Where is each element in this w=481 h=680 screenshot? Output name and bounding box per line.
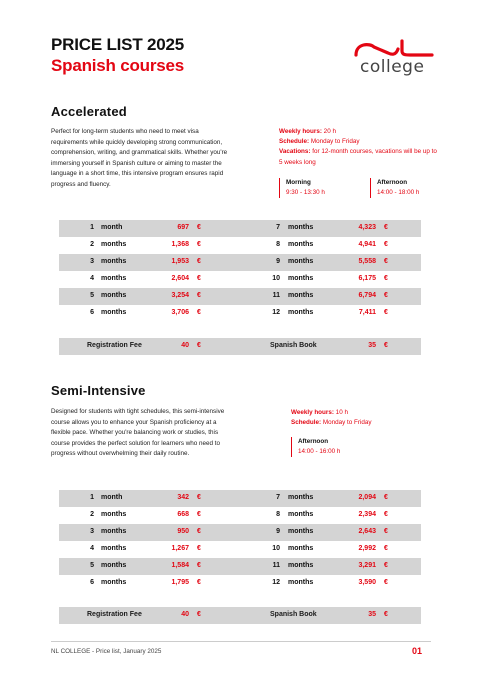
row-months-count: 2 bbox=[90, 511, 94, 518]
registration-fee-currency: € bbox=[197, 342, 201, 349]
row-months-count: 4 bbox=[90, 545, 94, 552]
row-months-unit: months bbox=[288, 292, 314, 299]
row-currency: € bbox=[384, 562, 388, 569]
row-currency: € bbox=[197, 511, 201, 518]
row-months-count: 12 bbox=[272, 579, 280, 586]
row-currency: € bbox=[384, 224, 388, 231]
semi-intensive-description: Designed for students with tight schedules, this semi-intensive course allows you to enhance your Spanish proficiency at a flexible pace. Whether you're balancing work or studies, this course provides the perfect solution for learners who need to progress without overwhelming their daily routine. bbox=[51, 408, 225, 458]
semi-spanish-book-price: 35 bbox=[368, 611, 376, 618]
row-currency: € bbox=[384, 241, 388, 248]
row-currency: € bbox=[197, 545, 201, 552]
semi-weekly-hours-value: 10 h bbox=[333, 409, 348, 416]
row-currency: € bbox=[384, 275, 388, 282]
row-currency: € bbox=[197, 528, 201, 535]
price-row bbox=[59, 271, 421, 288]
row-price: 3,254 bbox=[171, 292, 189, 299]
logo-wordmark: college bbox=[360, 57, 425, 77]
row-price: 7,411 bbox=[358, 309, 376, 316]
page-subtitle: Spanish courses bbox=[51, 56, 185, 75]
nl-logo-mark-icon bbox=[352, 37, 434, 59]
row-months-count: 8 bbox=[276, 241, 280, 248]
row-months-unit: months bbox=[101, 528, 127, 535]
row-months-count: 10 bbox=[272, 275, 280, 282]
spanish-book-price: 35 bbox=[368, 342, 376, 349]
semi-schedule-label: Schedule: bbox=[291, 419, 322, 427]
afternoon-time: 14:00 - 18:00 h bbox=[377, 189, 420, 196]
accelerated-info bbox=[279, 127, 439, 168]
row-months-unit: months bbox=[288, 224, 314, 231]
row-months-unit: months bbox=[288, 309, 314, 316]
afternoon-label: Afternoon bbox=[377, 179, 408, 186]
row-months-count: 2 bbox=[90, 241, 94, 248]
nl-college-logo bbox=[352, 37, 434, 77]
row-months-unit: months bbox=[288, 241, 314, 248]
row-price: 6,794 bbox=[358, 292, 376, 299]
footer-divider bbox=[51, 641, 431, 642]
row-months-unit: months bbox=[101, 579, 127, 586]
row-currency: € bbox=[197, 494, 201, 501]
semi-afternoon-time: 14:00 - 16:00 h bbox=[298, 448, 341, 455]
row-price: 668 bbox=[177, 511, 189, 518]
row-price: 1,584 bbox=[171, 562, 189, 569]
row-months-count: 3 bbox=[90, 528, 94, 535]
row-currency: € bbox=[197, 579, 201, 586]
row-months-count: 1 bbox=[90, 224, 94, 231]
spanish-book-currency: € bbox=[384, 342, 388, 349]
registration-fee-label: Registration Fee bbox=[87, 342, 142, 349]
row-price: 2,394 bbox=[358, 511, 376, 518]
semi-spanish-book-currency: € bbox=[384, 611, 388, 618]
schedule-value: Monday to Friday bbox=[309, 138, 360, 146]
vacations-label: Vacations: bbox=[279, 148, 311, 156]
row-months-count: 11 bbox=[272, 562, 280, 569]
accelerated-title: Accelerated bbox=[51, 104, 127, 119]
row-price: 2,643 bbox=[358, 528, 376, 535]
row-months-unit: months bbox=[101, 562, 127, 569]
semi-afternoon-label: Afternoon bbox=[298, 438, 329, 445]
row-currency: € bbox=[384, 528, 388, 535]
footer-text: NL COLLEGE - Price list, January 2025 bbox=[51, 648, 162, 655]
row-price: 6,175 bbox=[358, 275, 376, 282]
row-months-unit: months bbox=[288, 579, 314, 586]
row-currency: € bbox=[384, 579, 388, 586]
row-months-count: 7 bbox=[276, 224, 280, 231]
row-months-count: 9 bbox=[276, 528, 280, 535]
row-price: 3,590 bbox=[358, 579, 376, 586]
price-row bbox=[59, 524, 421, 541]
row-months-unit: months bbox=[101, 241, 127, 248]
accelerated-description: Perfect for long-term students who need to meet visa requirements while quickly developing strong communication, comprehension, writing, and grammatical skills. Whether you're immersing yourself in Spanish culture or aiming to master the language in a short time, this intensive program ensures rapid progress and fluency. bbox=[51, 128, 228, 188]
row-price: 4,323 bbox=[358, 224, 376, 231]
semi-registration-fee-currency: € bbox=[197, 611, 201, 618]
row-price: 950 bbox=[177, 528, 189, 535]
semi-schedule-value: Monday to Friday bbox=[321, 419, 372, 427]
morning-time: 9:30 - 13:30 h bbox=[286, 189, 325, 196]
weekly-hours-label: Weekly hours: bbox=[279, 128, 322, 135]
row-months-count: 6 bbox=[90, 309, 94, 316]
row-currency: € bbox=[384, 309, 388, 316]
semi-afternoon-slot bbox=[291, 437, 340, 457]
row-months-unit: months bbox=[101, 292, 127, 299]
price-row bbox=[59, 305, 421, 322]
row-months-count: 5 bbox=[90, 562, 94, 569]
row-months-unit: months bbox=[288, 528, 314, 535]
vacations-value: for 12-month courses, vacations will be up to 5 weeks long bbox=[279, 148, 437, 166]
row-price: 2,992 bbox=[358, 545, 376, 552]
row-months-unit: months bbox=[101, 511, 127, 518]
price-row bbox=[59, 558, 421, 575]
page-number: 01 bbox=[412, 646, 423, 656]
row-price: 1,795 bbox=[171, 579, 189, 586]
row-months-count: 5 bbox=[90, 292, 94, 299]
row-months-unit: month bbox=[101, 224, 123, 231]
row-price: 1,953 bbox=[171, 258, 189, 265]
price-row bbox=[59, 288, 421, 305]
row-months-count: 6 bbox=[90, 579, 94, 586]
row-months-unit: months bbox=[288, 545, 314, 552]
page-title: PRICE LIST 2025 bbox=[51, 35, 185, 54]
row-price: 3,706 bbox=[171, 309, 189, 316]
row-currency: € bbox=[197, 241, 201, 248]
row-currency: € bbox=[197, 258, 201, 265]
row-price: 3,291 bbox=[358, 562, 376, 569]
row-months-unit: months bbox=[288, 562, 314, 569]
row-months-unit: months bbox=[288, 275, 314, 282]
accelerated-extras-row bbox=[59, 338, 421, 355]
schedule-label: Schedule: bbox=[279, 138, 310, 146]
row-currency: € bbox=[384, 292, 388, 299]
semi-registration-fee-price: 40 bbox=[181, 611, 189, 618]
row-currency: € bbox=[384, 511, 388, 518]
price-row bbox=[59, 490, 421, 507]
row-currency: € bbox=[384, 258, 388, 265]
accelerated-price-table bbox=[59, 220, 421, 322]
row-months-unit: months bbox=[288, 258, 314, 265]
row-price: 5,558 bbox=[358, 258, 376, 265]
row-months-count: 7 bbox=[276, 494, 280, 501]
row-months-count: 12 bbox=[272, 309, 280, 316]
row-months-unit: months bbox=[288, 511, 314, 518]
row-currency: € bbox=[384, 494, 388, 501]
row-price: 1,368 bbox=[171, 241, 189, 248]
row-price: 697 bbox=[177, 224, 189, 231]
price-row bbox=[59, 254, 421, 271]
row-months-count: 3 bbox=[90, 258, 94, 265]
row-months-count: 1 bbox=[90, 494, 94, 501]
row-months-count: 8 bbox=[276, 511, 280, 518]
semi-weekly-hours-label: Weekly hours: bbox=[291, 409, 334, 416]
row-months-count: 4 bbox=[90, 275, 94, 282]
row-price: 342 bbox=[177, 494, 189, 501]
row-months-count: 10 bbox=[272, 545, 280, 552]
semi-extras-row bbox=[59, 607, 421, 624]
row-currency: € bbox=[197, 275, 201, 282]
price-row bbox=[59, 575, 421, 592]
row-currency: € bbox=[197, 562, 201, 569]
row-months-count: 9 bbox=[276, 258, 280, 265]
row-months-unit: months bbox=[101, 545, 127, 552]
row-months-count: 11 bbox=[272, 292, 280, 299]
row-price: 2,094 bbox=[358, 494, 376, 501]
row-months-unit: month bbox=[101, 494, 123, 501]
semi-intensive-price-table bbox=[59, 490, 421, 592]
row-months-unit: months bbox=[101, 275, 127, 282]
price-row bbox=[59, 237, 421, 254]
spanish-book-label: Spanish Book bbox=[270, 342, 317, 349]
row-price: 4,941 bbox=[358, 241, 376, 248]
row-months-unit: months bbox=[288, 494, 314, 501]
semi-registration-fee-label: Registration Fee bbox=[87, 611, 142, 618]
row-price: 1,267 bbox=[171, 545, 189, 552]
row-price: 2,604 bbox=[171, 275, 189, 282]
price-row bbox=[59, 507, 421, 524]
row-currency: € bbox=[384, 545, 388, 552]
row-currency: € bbox=[197, 309, 201, 316]
morning-label: Morning bbox=[286, 179, 311, 186]
row-currency: € bbox=[197, 224, 201, 231]
registration-fee-price: 40 bbox=[181, 342, 189, 349]
price-row bbox=[59, 541, 421, 558]
price-row bbox=[59, 220, 421, 237]
morning-slot bbox=[279, 178, 325, 198]
row-currency: € bbox=[197, 292, 201, 299]
semi-spanish-book-label: Spanish Book bbox=[270, 611, 317, 618]
row-months-unit: months bbox=[101, 309, 127, 316]
semi-intensive-info bbox=[291, 408, 431, 428]
row-months-unit: months bbox=[101, 258, 127, 265]
afternoon-slot bbox=[370, 178, 419, 198]
weekly-hours-value: 20 h bbox=[321, 128, 336, 135]
semi-intensive-title: Semi-Intensive bbox=[51, 383, 146, 398]
